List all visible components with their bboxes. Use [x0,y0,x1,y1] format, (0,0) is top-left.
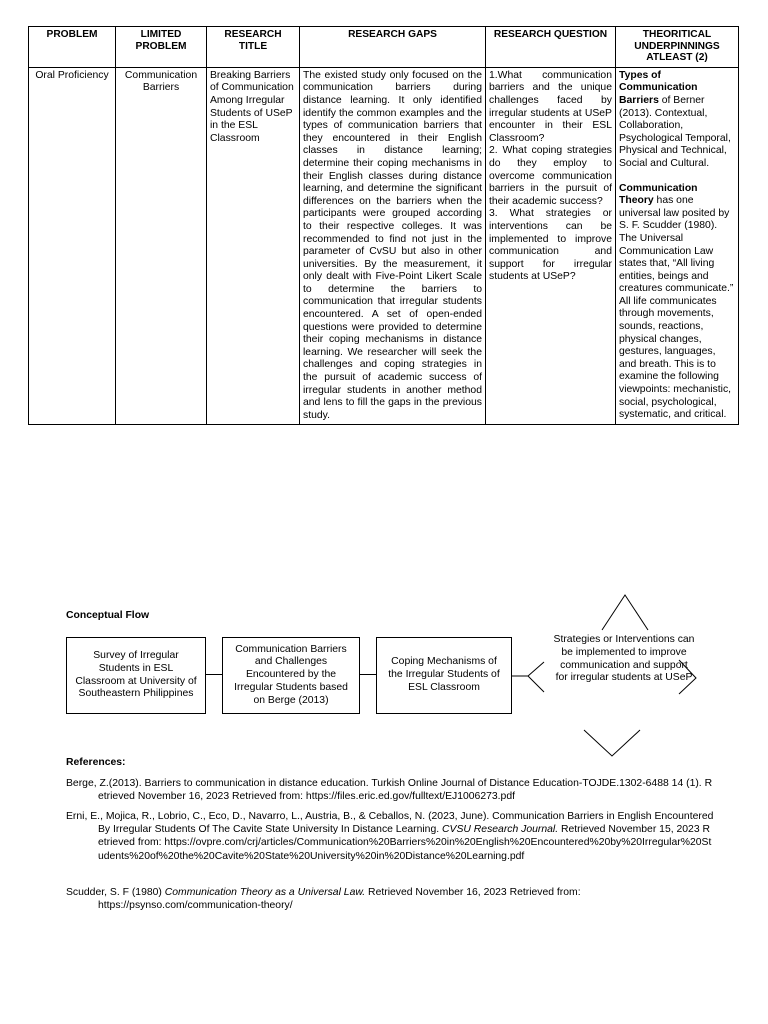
cell-research-question [486,67,616,425]
conceptual-flow-title: Conceptual Flow [66,610,150,621]
theory-2-heading: Communication Theory [619,182,698,207]
research-table [28,26,739,425]
reference-erni [66,810,714,863]
flow-box-coping-text: Coping Mechanisms of the Irregular Students of ESL Classroom [388,656,500,693]
flow-box-survey-text: Survey of Irregular Students in ESL Classroom at University of Southeastern Philippines [75,649,197,700]
flow-connector-2 [360,674,376,675]
theory-2-text: has one universal law posited by S. F. Scudder (1980). The Universal Communication Law states that, “All living entities, beings and creatures communicate.” All life communicates through movements, sounds, reactions, physical changes, gestures, languages, and breath. This is to examine the following viewpoints: mechanistic, social, psychological, systematic, and critical. [619,195,734,421]
research-question-1: 1.What communication barriers and the unique challenges faced by irregular students at USeP encounter in their ESL Classroom? [489,69,612,144]
diamond-left-edge [528,662,544,692]
theory-block-1 [619,70,735,171]
theory-block-2 [619,183,735,422]
reference-scudder-author: Scudder, S. F (1980) [66,887,165,898]
cell-problem: Oral Proficiency [29,67,116,425]
header-research-title: RESEARCH TITLE [207,27,300,68]
table-header-row [29,27,739,68]
theory-1-line3: Social and Cultural. [619,157,710,169]
cell-theoretical-underpinnings [616,67,739,425]
flow-box-barriers [222,637,360,714]
flow-connector-1 [206,674,222,675]
reference-berge: Berge, Z.(2013). Barriers to communication in distance education. Turkish Online Journal of Distance Education-TOJDE.1302-6488 14 (1). Retrieved November 16, 2023 Retrieved from: https://files.eric.ed.gov/fulltext/EJ1006273.pdf [66,778,713,803]
flow-diamond-text: Strategies or Interventions can be implemented to improve communication and support for irregular students at USeP [553,634,695,684]
cell-research-title: Breaking Barriers of Communication Among Irregular Students of USeP in the ESL Classroom [207,67,300,425]
references-title: References: [66,757,126,768]
reference-erni-journal: CVSU Research Journal. [442,824,559,836]
theory-1-heading: Types of Communication Barriers [619,69,698,106]
flow-box-coping [376,637,512,714]
reference-erni-text: Erni, E., Mojica, R., Lobrio, C., Eco, D., Navarro, L., Austria, B., & Ceballos, N. (2023, June). Communication Barriers in English Encountered By Irregular Students Of The Cavite State University In Distance Learning. [66,811,714,836]
reference-scudder [66,886,714,912]
theory-1-line2: Physical and Technical, [619,145,727,157]
reference-erni-retrieval: Retrieved November 15, 2023 Retrieved from: https://ovpre.com/crj/articles/Communication%20Barriers%20in%20English%20Encountered%20by%20Irregular%20Students%20of%20the%20Cavite%20State%20University%20in%20Distance%20Learning.pdf [98,824,712,862]
table-row [29,67,739,425]
reference-scudder-title: Communication Theory as a Universal Law. [164,887,366,898]
reference-scudder-retrieval: Retrieved November 16, 2023 Retrieved from: https://psynso.com/communication-theory/ [98,887,581,912]
header-research-gaps: RESEARCH GAPS [300,27,486,68]
cell-research-gaps: The existed study only focused on the communication barriers during distance learning. It only identified identify the common examples and the types of communication barriers that they encountered in their English classes in distance learning; determine their coping mechanisms in their English classes during distance learning, and determine the significant differences on the barriers when the participants were grouped according to their respective colleges. It was recommended to find not just in the parameter of CvSU but also in other universities. By the measurement, it only dealt with Five-Point Likert Scale to determine the barriers to communication that irregular students encountered. A set of open-ended questions were provided to determine their coping mechanisms in distance learning. We researcher will seek the challenges and coping strategies in the pursuit of academic success of irregular students in another method and lens to fill the gaps in the previous study. [300,67,486,425]
header-limited-problem: LIMITED PROBLEM [116,27,207,68]
diamond-top-edge [602,595,648,630]
header-problem: PROBLEM [29,27,116,68]
research-question-3: 3. What strategies or interventions can be implemented to improve communication and support for irregular students at USeP? [489,208,612,283]
flow-box-survey [66,637,206,714]
diamond-bottom-edge [584,730,640,756]
flow-box-barriers-text: Communication Barriers and Challenges Encountered by the Irregular Students based on Berge (2013) [234,643,348,706]
header-theoretical-underpinnings: THEORITICAL UNDERPINNINGS ATLEAST (2) [616,27,739,68]
cell-limited-problem: Communication Barriers [116,67,207,425]
theory-1-text: of Berner (2013). Contextual, Collaboration, Psychological Temporal, [619,94,731,144]
header-research-question: RESEARCH QUESTION [486,27,616,68]
research-question-2: 2. What coping strategies do they employ to overcome communication barriers in the pursuit of their academic success? [489,145,612,207]
